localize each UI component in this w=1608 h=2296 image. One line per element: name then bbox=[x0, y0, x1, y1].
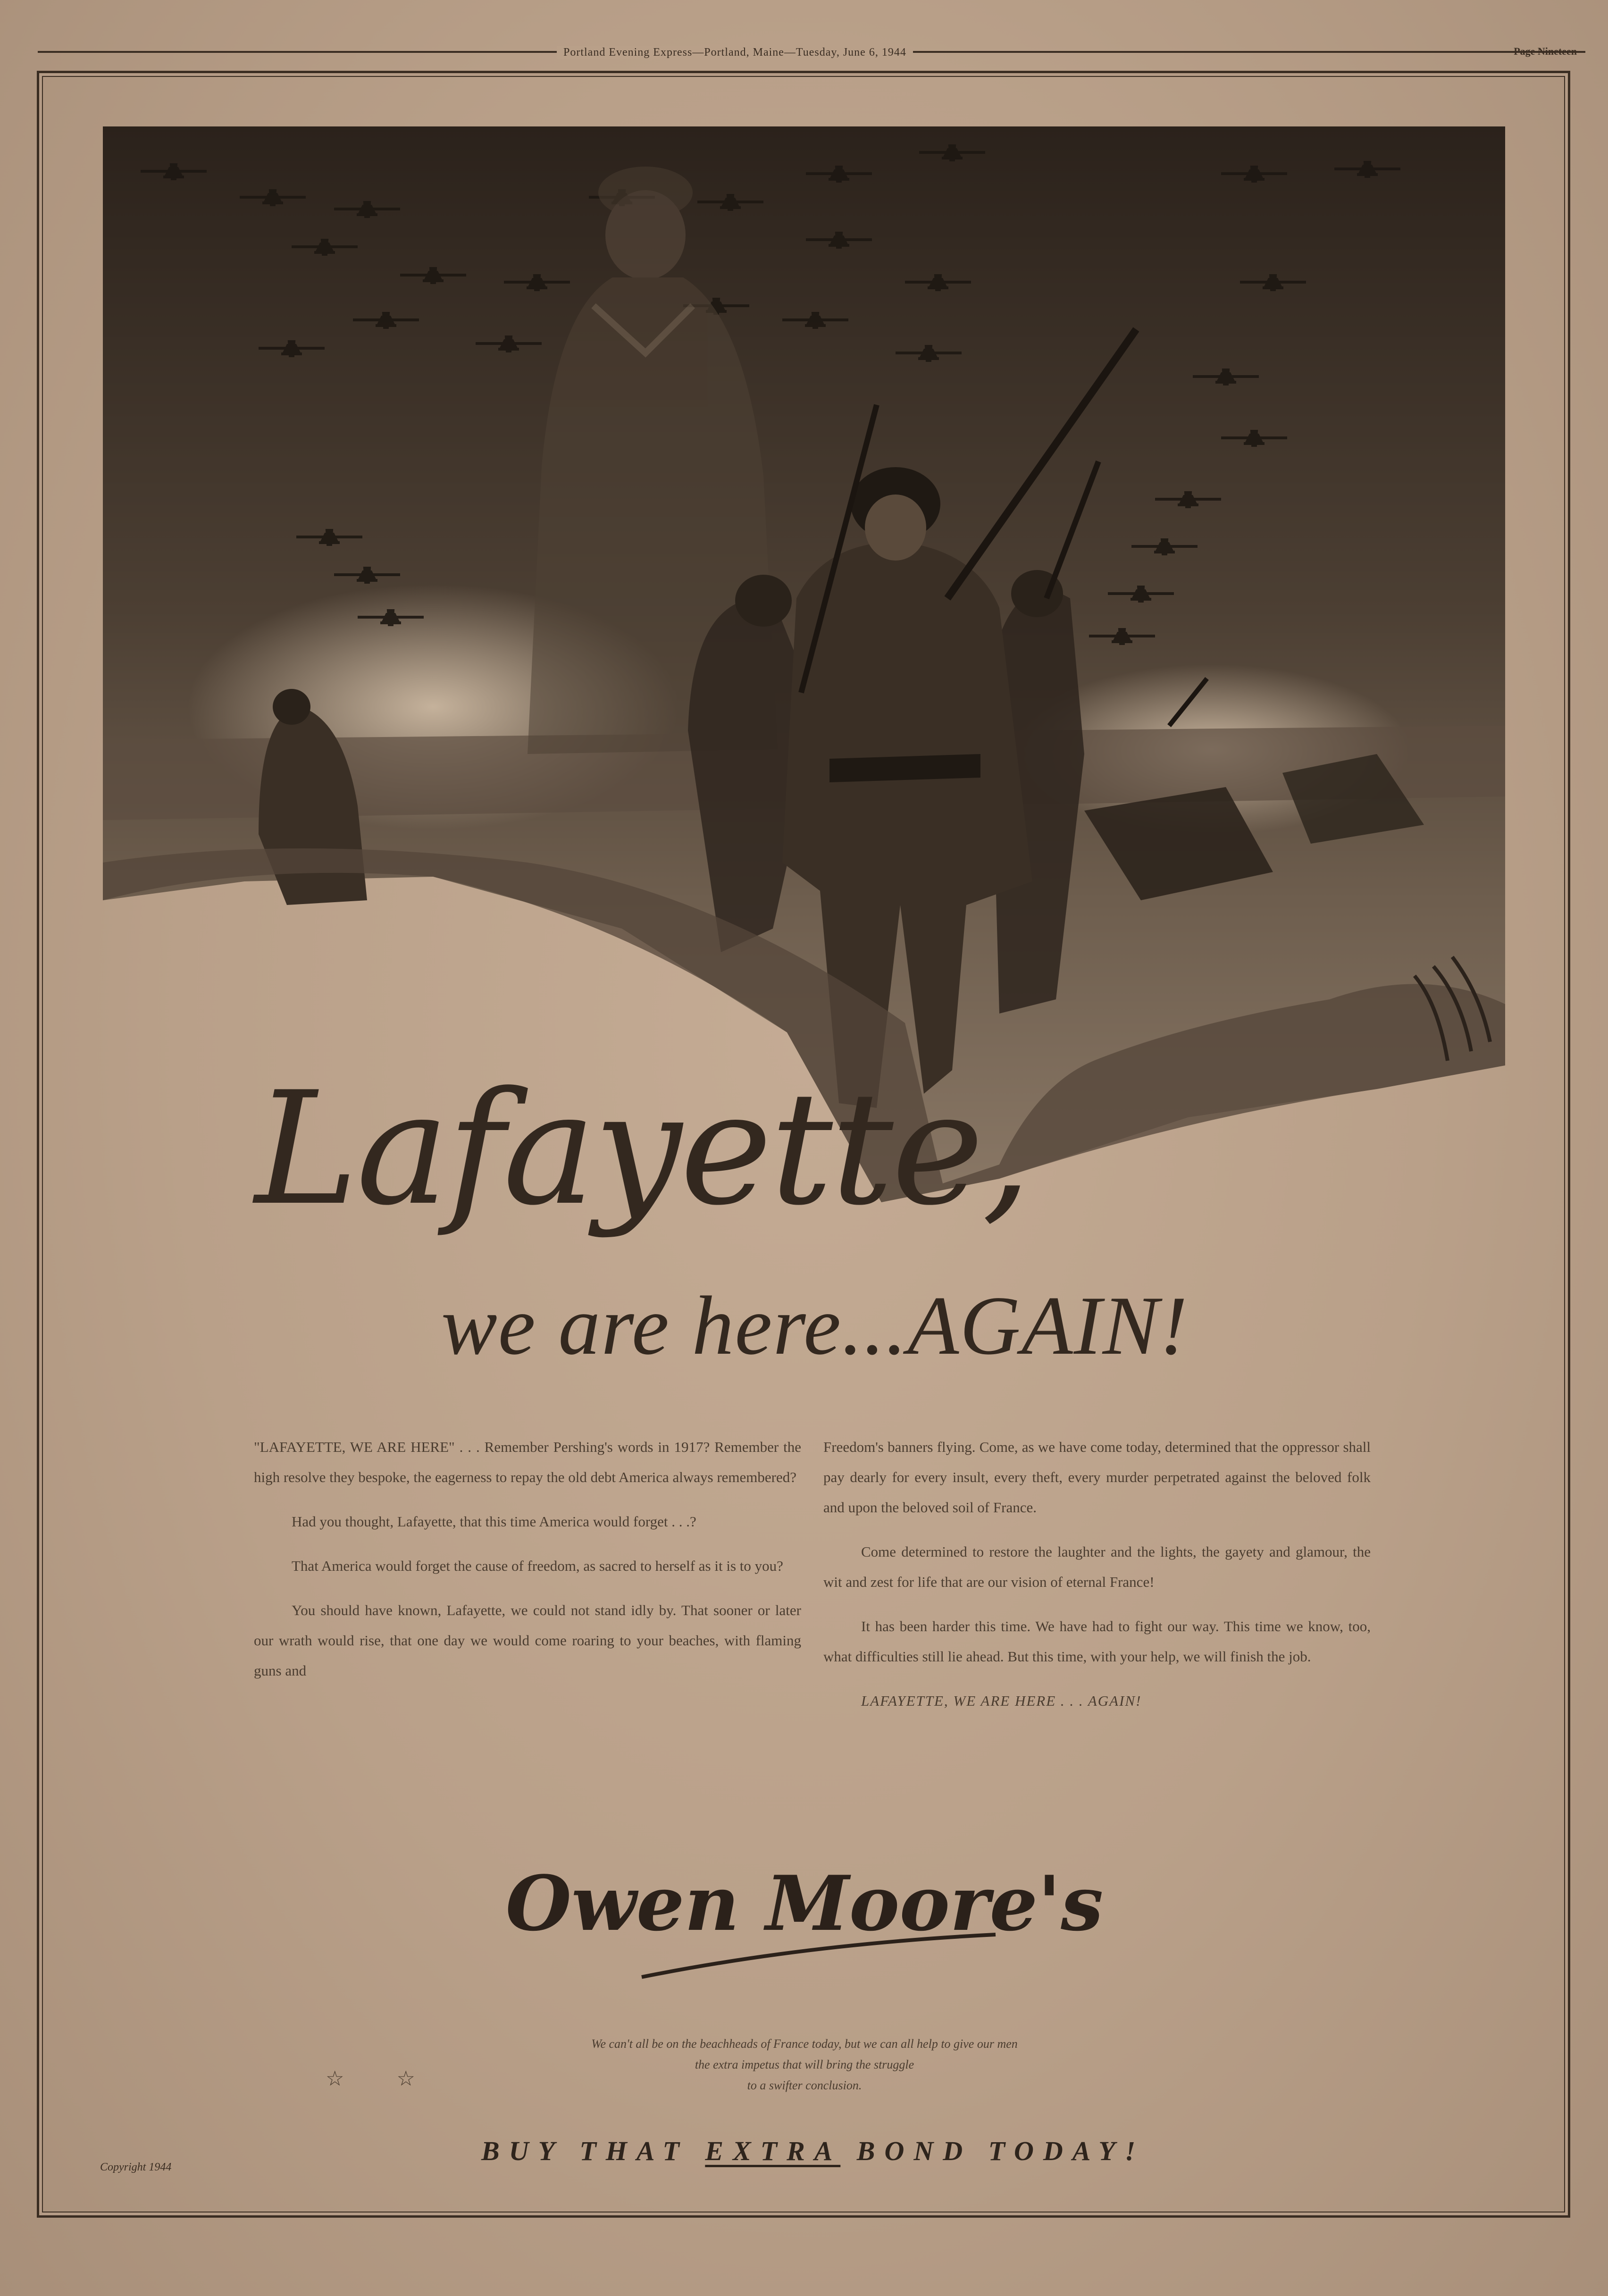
star-ornaments: ☆ ☆ bbox=[326, 2067, 439, 2090]
cta-text: BUY THAT bbox=[481, 2136, 705, 2166]
paragraph: Had you thought, Lafayette, that this time America would forget . . .? bbox=[292, 1513, 696, 1530]
tagline-line: the extra impetus that will bring the struggle bbox=[695, 2058, 914, 2071]
cta-text: BOND TODAY! bbox=[840, 2136, 1145, 2166]
owen-moores-logo bbox=[505, 1850, 1104, 2005]
paragraph: Come determined to restore the laughter and the lights, the gayety and glamour, the wit and zest for life that are our vision of eternal France! bbox=[823, 1543, 1371, 1590]
buy-bond-call-to-action bbox=[481, 2135, 1145, 2167]
headline-we-are-here-again: we are here...AGAIN! bbox=[441, 1279, 1189, 1372]
paragraph: It has been harder this time. We have had to fight our way. This time we know, too, what difficulties still lie ahead. But this time, with your help, we will finish the job. bbox=[823, 1618, 1371, 1665]
body-column-right bbox=[823, 1432, 1371, 1730]
paragraph: "LAFAYETTE, WE ARE HERE" . . . Remember Pershing's words in 1917? Remember the high resolve they bespoke, the eagerness to repay the old debt America always remembered? bbox=[254, 1439, 801, 1485]
masthead-header: Portland Evening Express—Portland, Maine—Tuesday, June 6, 1944 bbox=[557, 46, 913, 59]
tagline-line: We can't all be on the beachheads of France today, but we can all help to give our men bbox=[591, 2037, 1018, 2051]
svg-text:Owen Moore's: Owen Moore's bbox=[505, 1859, 1104, 1948]
copyright-notice: Copyright 1944 bbox=[100, 2161, 172, 2173]
tagline-line: to a swifter conclusion. bbox=[747, 2078, 862, 2092]
paragraph: Freedom's banners flying. Come, as we have come today, determined that the oppressor shall pay dearly for every insult, every theft, every murder perpetrated against the beloved folk and upon the beloved soil of France. bbox=[823, 1439, 1371, 1516]
tagline bbox=[491, 2034, 1118, 2096]
headline-lafayette: Lafayette, bbox=[255, 1058, 1030, 1240]
paragraph: You should have known, Lafayette, we could not stand idly by. That sooner or later our wrath would rise, that one day we would come roaring to your beaches, with flaming guns and bbox=[254, 1602, 801, 1679]
body-column-left bbox=[254, 1432, 801, 1700]
cta-emphasis: EXTRA bbox=[705, 2136, 841, 2166]
paragraph: That America would forget the cause of freedom, as sacred to herself as it is to you? bbox=[292, 1558, 783, 1574]
page-number: Page Nineteen bbox=[1514, 45, 1577, 57]
signoff: LAFAYETTE, WE ARE HERE . . . AGAIN! bbox=[861, 1693, 1142, 1709]
